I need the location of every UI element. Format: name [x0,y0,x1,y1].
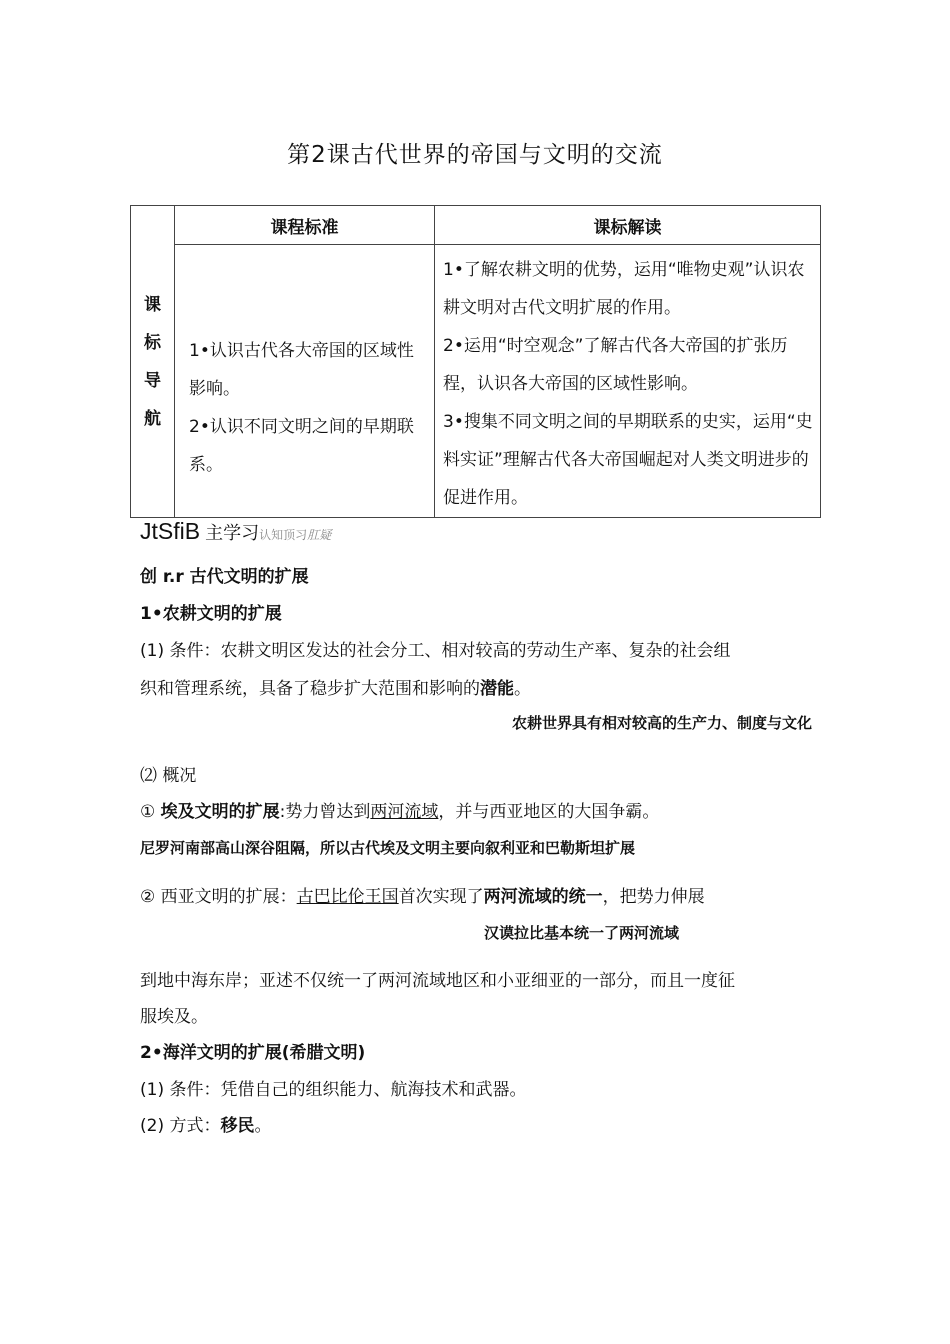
subsection-1-title: 1•农耕文明的扩展 [140,604,282,624]
interpretation-2: 2•运用“时空观念”了解古代各大帝国的扩张历程，认识各大帝国的区域性影响。 [443,336,788,394]
interpretation-3: 3•搜集不同文明之间的早期联系的史实，运用“史料实证”理解古代各大帝国崛起对人类文明进步的促进作用。 [443,412,813,508]
header-interpretation: 课标解读 [435,206,821,245]
section-header: JtSfiB 主学习认知顶习肛疑 [140,518,332,544]
annotation-1: 农耕世界具有相对较高的生产力、制度与文化 [511,714,812,732]
paragraph-6: (1) 条件：凭借自己的组织能力、航海技术和武器。 [140,1080,527,1100]
paragraph-3: ① 埃及文明的扩展:势力曾达到两河流域，并与西亚地区的大国争霸。 [140,802,660,822]
annotation-3: 汉谟拉比基本统一了两河流域 [484,924,680,942]
paragraph-1a: (1) 条件：农耕文明区发达的社会分工、相对较高的劳动生产率、复杂的社会组 [140,641,731,661]
standard-1: 1•认识古代各大帝国的区域性影响。 [189,341,414,399]
page-title: 第2课古代世界的帝国与文明的交流 [287,142,663,168]
paragraph-4: ② 西亚文明的扩展：古巴比伦王国首次实现了两河流域的统一，把势力伸展 [140,887,705,907]
subsection-2-title: 2•海洋文明的扩展(希腊文明) [140,1043,366,1063]
paragraph-2: ⑵ 概况 [140,766,197,786]
side-label: 课 标 导 航 [131,206,175,518]
header-standard: 课程标准 [175,206,435,245]
section-1-title: 创 r.r 古代文明的扩展 [140,567,309,587]
standard-2: 2•认识不同文明之间的早期联系。 [189,417,414,475]
standards-cell [175,245,435,518]
annotation-2: 尼罗河南部高山深谷阻隔，所以古代埃及文明主要向叙利亚和巴勒斯坦扩展 [140,839,636,857]
course-nav-table [130,205,821,518]
paragraph-5b: 服埃及。 [140,1007,208,1027]
interpretation-1: 1•了解农耕文明的优势，运用“唯物史观”认识农耕文明对古代文明扩展的作用。 [443,260,805,318]
paragraph-7: (2) 方式：移民。 [140,1116,272,1136]
paragraph-1b: 织和管理系统，具备了稳步扩大范围和影响的潜能。 [140,679,531,699]
interpretation-cell [435,245,821,518]
paragraph-5a: 到地中海东岸；亚述不仅统一了两河流域地区和小亚细亚的一部分，而且一度征 [140,971,735,991]
